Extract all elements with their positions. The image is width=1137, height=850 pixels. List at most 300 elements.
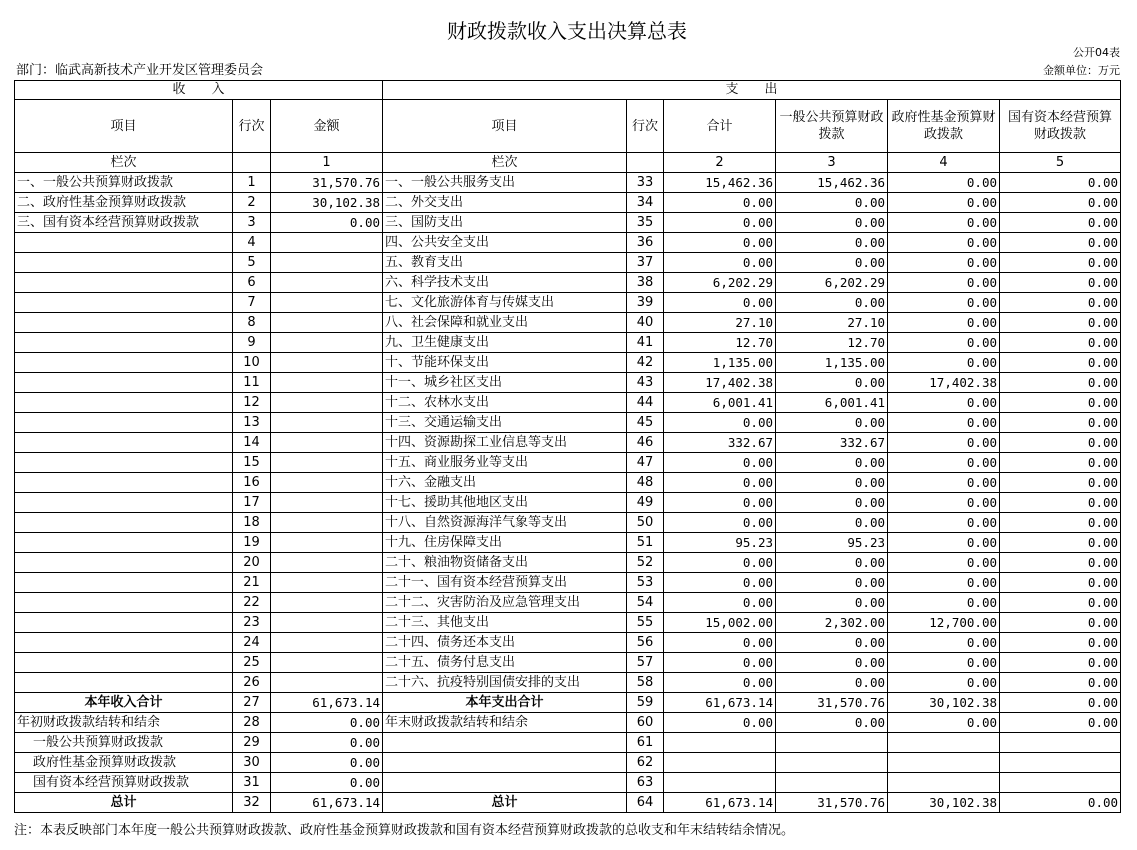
income-item: 一、一般公共预算财政拨款 <box>15 173 233 193</box>
income-item <box>15 373 233 393</box>
income-item <box>15 573 233 593</box>
state-capital-amount: 0.00 <box>1000 533 1121 553</box>
gov-fund-amount: 0.00 <box>888 313 1000 333</box>
gov-fund-amount: 0.00 <box>888 593 1000 613</box>
income-line-no: 22 <box>233 593 271 613</box>
expense-item: 十、节能环保支出 <box>383 353 627 373</box>
expense-item: 二十四、债务还本支出 <box>383 633 627 653</box>
gov-fund-amount: 17,402.38 <box>888 373 1000 393</box>
income-amount <box>271 613 383 633</box>
expense-total: 1,135.00 <box>664 353 776 373</box>
expense-item: 二、外交支出 <box>383 193 627 213</box>
income-amount <box>271 433 383 453</box>
state-capital-amount <box>1000 753 1121 773</box>
income-item <box>15 493 233 513</box>
gov-fund-amount: 0.00 <box>888 213 1000 233</box>
income-item <box>15 553 233 573</box>
state-capital-amount: 0.00 <box>1000 273 1121 293</box>
expense-line-no: 35 <box>627 213 664 233</box>
income-amount <box>271 633 383 653</box>
income-line-header: 行次 <box>233 100 271 153</box>
income-amount: 31,570.76 <box>271 173 383 193</box>
expense-item-header: 项目 <box>383 100 627 153</box>
table-row <box>15 673 1121 693</box>
income-line-no: 7 <box>233 293 271 313</box>
gov-fund-amount: 30,102.38 <box>888 793 1000 813</box>
state-capital-header: 国有资本经营预算财政拨款 <box>1000 100 1121 153</box>
income-line-no: 3 <box>233 213 271 233</box>
year-total-row <box>15 693 1121 713</box>
gov-fund-amount: 0.00 <box>888 193 1000 213</box>
income-amount-header: 金额 <box>271 100 383 153</box>
table-row <box>15 293 1121 313</box>
state-capital-amount: 0.00 <box>1000 653 1121 673</box>
state-capital-amount: 0.00 <box>1000 233 1121 253</box>
gov-fund-amount: 0.00 <box>888 493 1000 513</box>
fiscal-summary-table <box>14 80 1121 813</box>
income-amount <box>271 273 383 293</box>
expense-line-no: 52 <box>627 553 664 573</box>
general-budget-amount <box>776 733 888 753</box>
income-line-no: 23 <box>233 613 271 633</box>
table-row <box>15 313 1121 333</box>
general-budget-amount: 15,462.36 <box>776 173 888 193</box>
income-amount: 61,673.14 <box>271 793 383 813</box>
expense-item: 年末财政拨款结转和结余 <box>383 713 627 733</box>
income-line-no: 2 <box>233 193 271 213</box>
general-budget-amount: 0.00 <box>776 373 888 393</box>
expense-total: 0.00 <box>664 253 776 273</box>
carry-row <box>15 713 1121 733</box>
income-amount <box>271 573 383 593</box>
table-row <box>15 193 1121 213</box>
income-amount <box>271 673 383 693</box>
income-line-no: 29 <box>233 733 271 753</box>
general-budget-amount: 0.00 <box>776 453 888 473</box>
gov-fund-amount: 0.00 <box>888 413 1000 433</box>
expense-item: 七、文化旅游体育与传媒支出 <box>383 293 627 313</box>
table-row <box>15 573 1121 593</box>
income-amount: 0.00 <box>271 713 383 733</box>
report-title: 财政拨款收入支出决算总表 <box>447 19 687 43</box>
state-capital-amount: 0.00 <box>1000 693 1121 713</box>
income-item: 一般公共预算财政拨款 <box>15 733 233 753</box>
expense-line-no: 62 <box>627 753 664 773</box>
income-amount <box>271 373 383 393</box>
gov-fund-amount: 0.00 <box>888 253 1000 273</box>
general-budget-amount: 6,001.41 <box>776 393 888 413</box>
income-line-no: 8 <box>233 313 271 333</box>
state-capital-amount: 0.00 <box>1000 613 1121 633</box>
state-capital-amount: 0.00 <box>1000 253 1121 273</box>
expense-total: 0.00 <box>664 653 776 673</box>
gov-fund-amount: 0.00 <box>888 453 1000 473</box>
general-budget-amount: 31,570.76 <box>776 793 888 813</box>
income-item: 总计 <box>15 793 233 813</box>
income-amount: 0.00 <box>271 773 383 793</box>
table-row <box>15 413 1121 433</box>
table-row <box>15 493 1121 513</box>
state-capital-amount: 0.00 <box>1000 553 1121 573</box>
income-line-no: 20 <box>233 553 271 573</box>
income-amount <box>271 553 383 573</box>
expense-line-no: 61 <box>627 733 664 753</box>
expense-item: 十四、资源勘探工业信息等支出 <box>383 433 627 453</box>
expense-line-no: 56 <box>627 633 664 653</box>
general-budget-amount: 332.67 <box>776 433 888 453</box>
state-capital-amount: 0.00 <box>1000 633 1121 653</box>
income-item <box>15 333 233 353</box>
table-row <box>15 553 1121 573</box>
income-line-no: 11 <box>233 373 271 393</box>
amount-unit: 金额单位：万元 <box>1043 64 1120 77</box>
income-line-no: 1 <box>233 173 271 193</box>
expense-line-no: 58 <box>627 673 664 693</box>
gov-fund-amount: 0.00 <box>888 333 1000 353</box>
expense-line-no: 38 <box>627 273 664 293</box>
income-line-no: 17 <box>233 493 271 513</box>
general-budget-amount: 31,570.76 <box>776 693 888 713</box>
general-budget-amount: 95.23 <box>776 533 888 553</box>
gov-fund-amount: 0.00 <box>888 673 1000 693</box>
income-line-no: 31 <box>233 773 271 793</box>
expense-line-no: 55 <box>627 613 664 633</box>
table-row <box>15 273 1121 293</box>
general-budget-amount: 0.00 <box>776 633 888 653</box>
general-budget-amount: 0.00 <box>776 653 888 673</box>
gov-fund-amount: 12,700.00 <box>888 613 1000 633</box>
income-item <box>15 273 233 293</box>
gov-fund-amount: 0.00 <box>888 433 1000 453</box>
income-item <box>15 473 233 493</box>
table-row <box>15 433 1121 453</box>
income-amount: 0.00 <box>271 213 383 233</box>
table-row <box>15 373 1121 393</box>
income-line-no: 19 <box>233 533 271 553</box>
expense-total: 15,002.00 <box>664 613 776 633</box>
table-row <box>15 213 1121 233</box>
general-budget-amount: 0.00 <box>776 553 888 573</box>
table-row <box>15 393 1121 413</box>
income-line-no: 18 <box>233 513 271 533</box>
expense-total <box>664 773 776 793</box>
expense-total: 0.00 <box>664 573 776 593</box>
general-budget-amount <box>776 753 888 773</box>
expense-total: 6,202.29 <box>664 273 776 293</box>
gov-fund-amount: 0.00 <box>888 233 1000 253</box>
table-footnote: 注：本表反映部门本年度一般公共预算财政拨款、政府性基金预算财政拨款和国有资本经营预算财政拨款的总收支和年末结转结余情况。 <box>14 823 795 838</box>
expense-line-no: 64 <box>627 793 664 813</box>
general-budget-header: 一般公共预算财政拨款 <box>776 100 888 153</box>
gov-fund-header: 政府性基金预算财政拨款 <box>888 100 1000 153</box>
state-capital-amount: 0.00 <box>1000 293 1121 313</box>
carry-row <box>15 733 1121 753</box>
general-budget-amount: 0.00 <box>776 713 888 733</box>
column-index-1: 1 <box>271 153 383 173</box>
income-item <box>15 433 233 453</box>
expense-item: 二十二、灾害防治及应急管理支出 <box>383 593 627 613</box>
expense-item: 九、卫生健康支出 <box>383 333 627 353</box>
form-number: 公开04表 <box>1073 46 1120 59</box>
income-item <box>15 453 233 473</box>
expense-line-no: 42 <box>627 353 664 373</box>
expense-line-no: 51 <box>627 533 664 553</box>
carry-row <box>15 773 1121 793</box>
expense-item <box>383 733 627 753</box>
expense-total: 0.00 <box>664 553 776 573</box>
income-item <box>15 533 233 553</box>
gov-fund-amount: 0.00 <box>888 393 1000 413</box>
income-item <box>15 313 233 333</box>
general-budget-amount: 0.00 <box>776 593 888 613</box>
income-line-no: 24 <box>233 633 271 653</box>
income-item <box>15 393 233 413</box>
expense-item: 二十、粮油物资储备支出 <box>383 553 627 573</box>
income-amount <box>271 513 383 533</box>
expense-total: 0.00 <box>664 593 776 613</box>
expense-line-no: 59 <box>627 693 664 713</box>
expense-total: 95.23 <box>664 533 776 553</box>
income-amount <box>271 493 383 513</box>
table-row <box>15 453 1121 473</box>
expense-total: 0.00 <box>664 193 776 213</box>
income-amount <box>271 533 383 553</box>
table-row <box>15 253 1121 273</box>
expense-total: 0.00 <box>664 673 776 693</box>
table-row <box>15 473 1121 493</box>
state-capital-amount: 0.00 <box>1000 573 1121 593</box>
gov-fund-amount <box>888 733 1000 753</box>
state-capital-amount: 0.00 <box>1000 333 1121 353</box>
income-amount <box>271 333 383 353</box>
gov-fund-amount: 0.00 <box>888 533 1000 553</box>
income-item-header: 项目 <box>15 100 233 153</box>
gov-fund-amount <box>888 753 1000 773</box>
expense-line-no: 54 <box>627 593 664 613</box>
grand-total-row <box>15 793 1121 813</box>
income-item <box>15 613 233 633</box>
income-line-no: 15 <box>233 453 271 473</box>
expense-total: 332.67 <box>664 433 776 453</box>
income-line-no: 5 <box>233 253 271 273</box>
income-item <box>15 653 233 673</box>
expense-total: 0.00 <box>664 513 776 533</box>
income-line-no: 26 <box>233 673 271 693</box>
expense-item: 一、一般公共服务支出 <box>383 173 627 193</box>
state-capital-amount: 0.00 <box>1000 413 1121 433</box>
state-capital-amount: 0.00 <box>1000 793 1121 813</box>
gov-fund-amount: 0.00 <box>888 353 1000 373</box>
expense-total <box>664 733 776 753</box>
state-capital-amount: 0.00 <box>1000 353 1121 373</box>
expense-item: 六、科学技术支出 <box>383 273 627 293</box>
table-row <box>15 233 1121 253</box>
expense-item: 本年支出合计 <box>383 693 627 713</box>
state-capital-amount: 0.00 <box>1000 593 1121 613</box>
expense-line-no: 46 <box>627 433 664 453</box>
income-line-no: 4 <box>233 233 271 253</box>
gov-fund-amount: 0.00 <box>888 713 1000 733</box>
gov-fund-amount <box>888 773 1000 793</box>
expense-line-no: 49 <box>627 493 664 513</box>
state-capital-amount: 0.00 <box>1000 473 1121 493</box>
column-index-label-2: 栏次 <box>383 153 627 173</box>
table-row <box>15 533 1121 553</box>
expense-item: 十六、金融支出 <box>383 473 627 493</box>
expense-total: 6,001.41 <box>664 393 776 413</box>
general-budget-amount: 0.00 <box>776 293 888 313</box>
column-index-2: 2 <box>664 153 776 173</box>
expense-item <box>383 753 627 773</box>
expense-item: 四、公共安全支出 <box>383 233 627 253</box>
expense-total: 0.00 <box>664 493 776 513</box>
expense-line-no: 39 <box>627 293 664 313</box>
gov-fund-amount: 0.00 <box>888 473 1000 493</box>
general-budget-amount: 1,135.00 <box>776 353 888 373</box>
general-budget-amount: 0.00 <box>776 573 888 593</box>
income-amount <box>271 593 383 613</box>
income-amount: 0.00 <box>271 753 383 773</box>
income-item <box>15 353 233 373</box>
expense-item: 二十五、债务付息支出 <box>383 653 627 673</box>
state-capital-amount <box>1000 733 1121 753</box>
general-budget-amount: 6,202.29 <box>776 273 888 293</box>
income-item: 二、政府性基金预算财政拨款 <box>15 193 233 213</box>
state-capital-amount: 0.00 <box>1000 713 1121 733</box>
expense-total: 0.00 <box>664 473 776 493</box>
income-amount: 0.00 <box>271 733 383 753</box>
state-capital-amount: 0.00 <box>1000 673 1121 693</box>
expense-total: 61,673.14 <box>664 793 776 813</box>
table-row <box>15 653 1121 673</box>
state-capital-amount: 0.00 <box>1000 193 1121 213</box>
state-capital-amount: 0.00 <box>1000 393 1121 413</box>
income-line-no: 32 <box>233 793 271 813</box>
general-budget-amount: 0.00 <box>776 493 888 513</box>
income-item: 三、国有资本经营预算财政拨款 <box>15 213 233 233</box>
income-item: 本年收入合计 <box>15 693 233 713</box>
gov-fund-amount: 30,102.38 <box>888 693 1000 713</box>
expense-line-no: 33 <box>627 173 664 193</box>
expense-item: 二十三、其他支出 <box>383 613 627 633</box>
income-line-no: 28 <box>233 713 271 733</box>
expense-item: 十八、自然资源海洋气象等支出 <box>383 513 627 533</box>
expense-item: 十五、商业服务业等支出 <box>383 453 627 473</box>
expense-line-no: 50 <box>627 513 664 533</box>
column-index-row <box>15 153 1121 173</box>
state-capital-amount: 0.00 <box>1000 213 1121 233</box>
income-item: 年初财政拨款结转和结余 <box>15 713 233 733</box>
gov-fund-amount: 0.00 <box>888 293 1000 313</box>
income-section-header: 收 入 <box>15 81 383 100</box>
expense-total <box>664 753 776 773</box>
expense-total: 27.10 <box>664 313 776 333</box>
general-budget-amount <box>776 773 888 793</box>
income-amount <box>271 293 383 313</box>
general-budget-amount: 2,302.00 <box>776 613 888 633</box>
income-line-no: 25 <box>233 653 271 673</box>
expense-total: 61,673.14 <box>664 693 776 713</box>
general-budget-amount: 0.00 <box>776 473 888 493</box>
column-index-4: 4 <box>888 153 1000 173</box>
expense-item: 八、社会保障和就业支出 <box>383 313 627 333</box>
general-budget-amount: 0.00 <box>776 213 888 233</box>
income-item <box>15 513 233 533</box>
gov-fund-amount: 0.00 <box>888 273 1000 293</box>
gov-fund-amount: 0.00 <box>888 633 1000 653</box>
expense-total: 0.00 <box>664 293 776 313</box>
expense-line-no: 34 <box>627 193 664 213</box>
expense-total: 0.00 <box>664 213 776 233</box>
expense-total: 0.00 <box>664 413 776 433</box>
expense-item: 二十一、国有资本经营预算支出 <box>383 573 627 593</box>
income-amount <box>271 353 383 373</box>
gov-fund-amount: 0.00 <box>888 573 1000 593</box>
general-budget-amount: 0.00 <box>776 413 888 433</box>
income-item <box>15 253 233 273</box>
income-item <box>15 633 233 653</box>
expense-item: 十二、农林水支出 <box>383 393 627 413</box>
column-index-blank <box>233 153 271 173</box>
state-capital-amount <box>1000 773 1121 793</box>
expense-line-no: 57 <box>627 653 664 673</box>
state-capital-amount: 0.00 <box>1000 493 1121 513</box>
department-label: 部门：临武高新技术产业开发区管理委员会 <box>16 63 264 78</box>
table-row <box>15 333 1121 353</box>
expense-item: 十七、援助其他地区支出 <box>383 493 627 513</box>
expense-total: 0.00 <box>664 713 776 733</box>
income-amount: 30,102.38 <box>271 193 383 213</box>
general-budget-amount: 0.00 <box>776 253 888 273</box>
state-capital-amount: 0.00 <box>1000 513 1121 533</box>
expense-item <box>383 773 627 793</box>
state-capital-amount: 0.00 <box>1000 453 1121 473</box>
income-amount <box>271 653 383 673</box>
expense-line-no: 47 <box>627 453 664 473</box>
income-line-no: 16 <box>233 473 271 493</box>
expense-line-no: 63 <box>627 773 664 793</box>
general-budget-amount: 0.00 <box>776 233 888 253</box>
income-item: 政府性基金预算财政拨款 <box>15 753 233 773</box>
income-line-no: 27 <box>233 693 271 713</box>
state-capital-amount: 0.00 <box>1000 173 1121 193</box>
income-amount <box>271 453 383 473</box>
income-item: 国有资本经营预算财政拨款 <box>15 773 233 793</box>
expense-item: 二十六、抗疫特别国债安排的支出 <box>383 673 627 693</box>
column-index-label: 栏次 <box>15 153 233 173</box>
income-line-no: 9 <box>233 333 271 353</box>
table-row <box>15 633 1121 653</box>
expense-item: 五、教育支出 <box>383 253 627 273</box>
expense-line-header: 行次 <box>627 100 664 153</box>
income-amount <box>271 413 383 433</box>
expense-line-no: 36 <box>627 233 664 253</box>
income-amount <box>271 233 383 253</box>
expense-item: 十一、城乡社区支出 <box>383 373 627 393</box>
income-line-no: 21 <box>233 573 271 593</box>
table-row <box>15 593 1121 613</box>
income-item <box>15 413 233 433</box>
expense-line-no: 41 <box>627 333 664 353</box>
expense-total: 0.00 <box>664 453 776 473</box>
general-budget-amount: 12.70 <box>776 333 888 353</box>
income-item <box>15 593 233 613</box>
income-line-no: 10 <box>233 353 271 373</box>
expense-total: 0.00 <box>664 633 776 653</box>
expense-line-no: 53 <box>627 573 664 593</box>
expense-line-no: 45 <box>627 413 664 433</box>
expense-total: 15,462.36 <box>664 173 776 193</box>
